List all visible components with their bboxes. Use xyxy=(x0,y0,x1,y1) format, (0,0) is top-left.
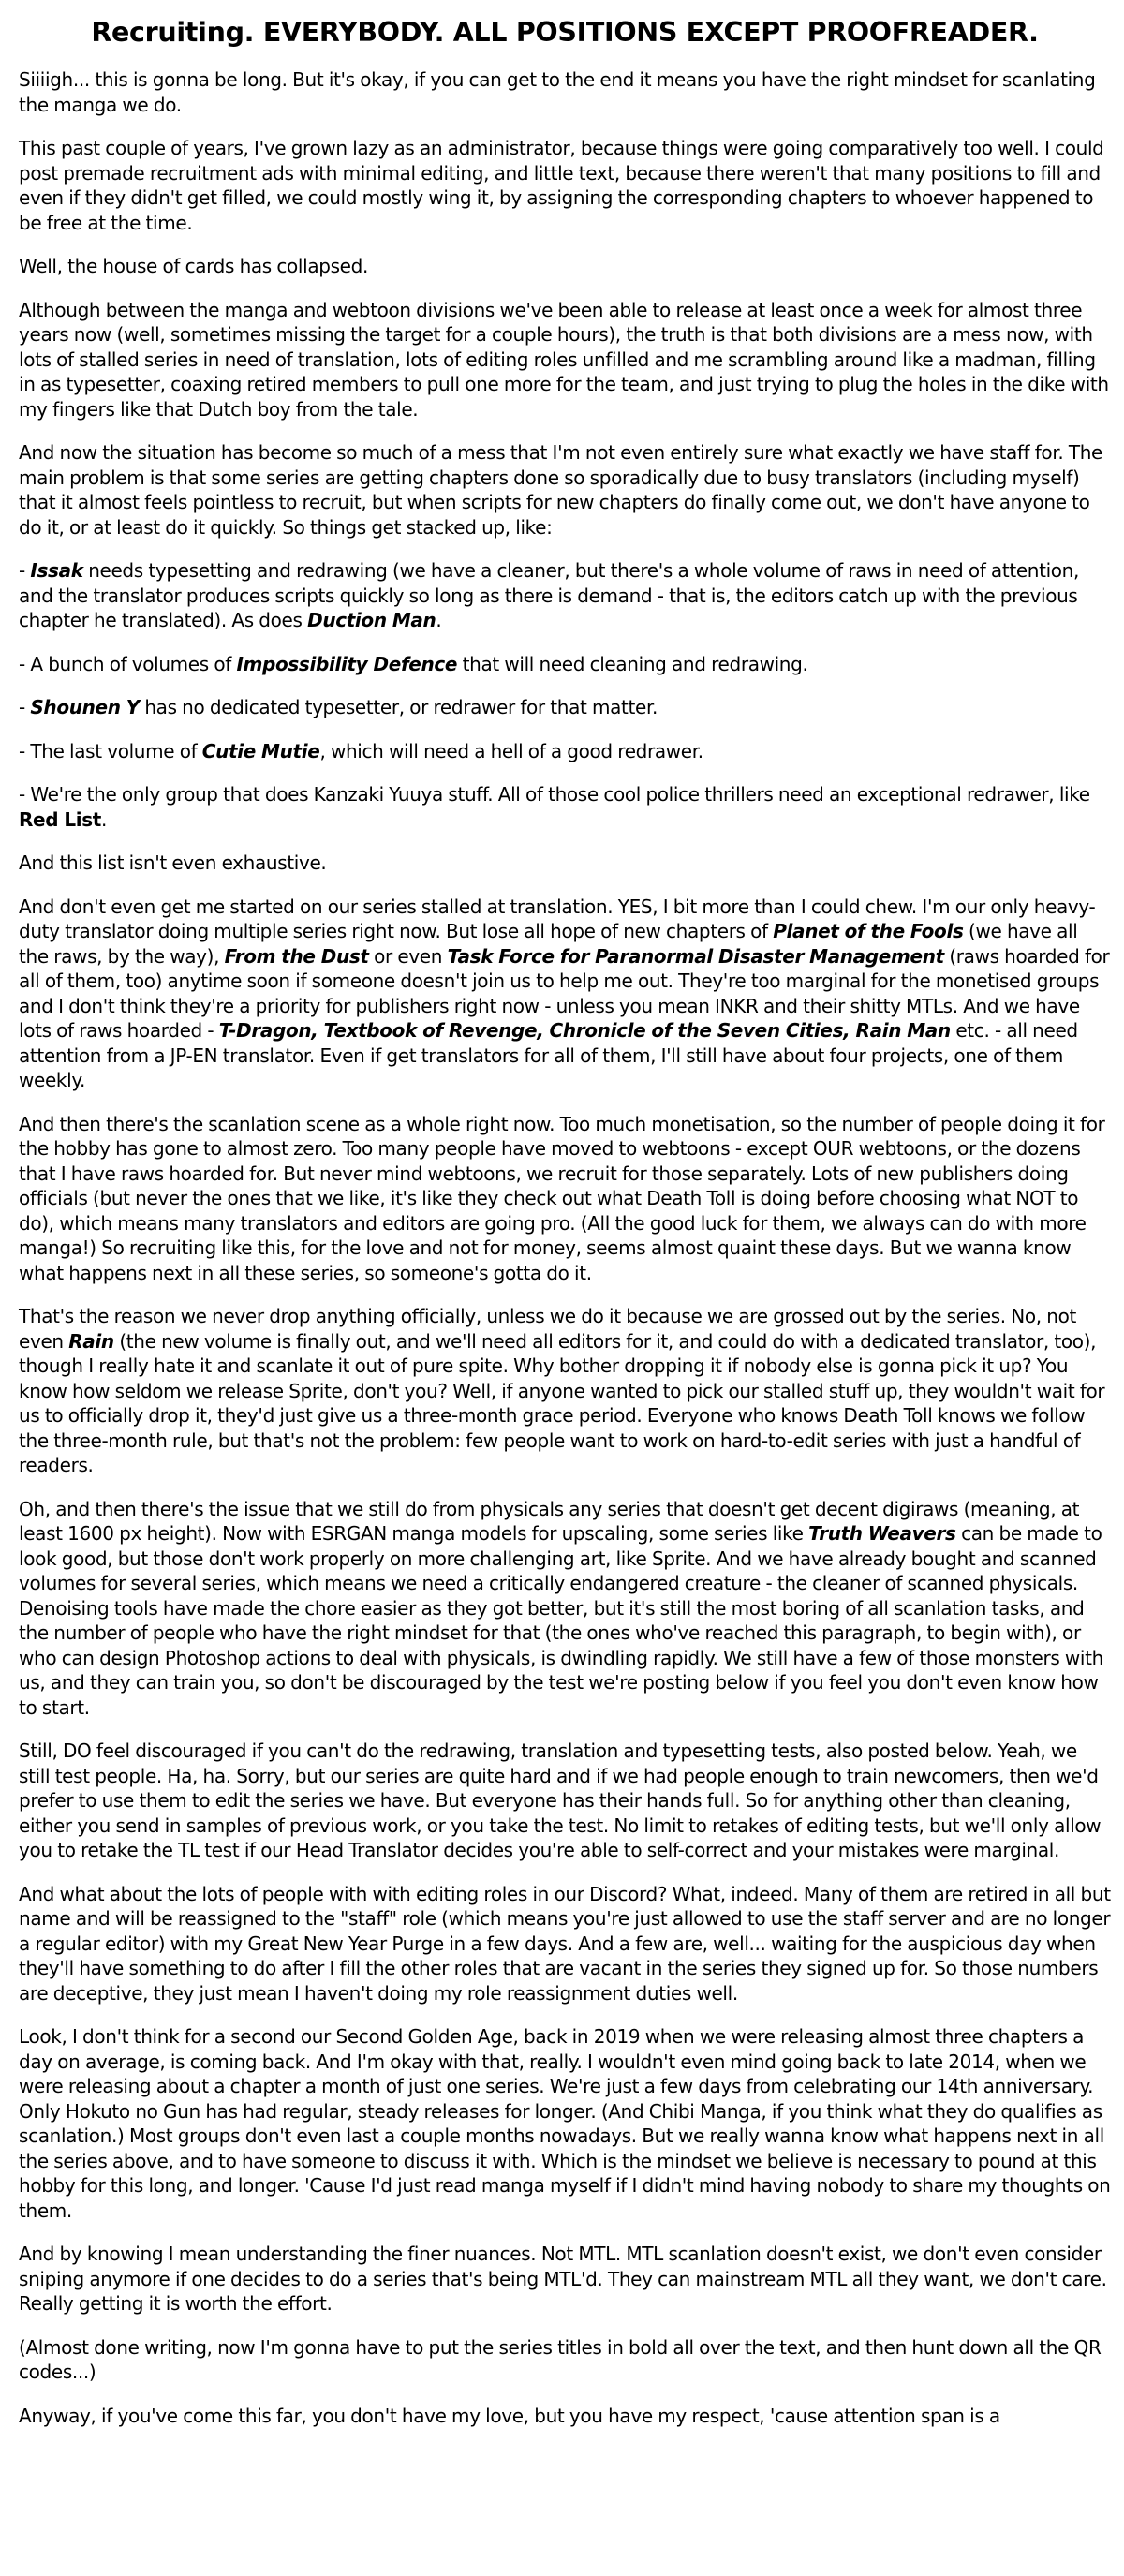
paragraph xyxy=(19,136,1111,235)
text-run: etc. - all need attention from a JP-EN translator. Even if get translators for all of them, I'll still have about four projects, one of them weekly. xyxy=(19,1019,1078,1091)
paragraph xyxy=(19,67,1111,117)
text-run: - We're the only group that does Kanzaki Yuuya stuff. All of those cool police thrillers need an exceptional redrawer, like xyxy=(19,783,1090,806)
paragraph xyxy=(19,298,1111,422)
text-run: This past couple of years, I've grown lazy as an administrator, because things were going comparatively too well. I could post premade recruitment ads with minimal editing, and little text, because there weren't that many positions to fill and even if they didn't get filled, we could mostly wing it, by assigning the corresponding chapters to whoever happened to be free at the time. xyxy=(19,137,1104,234)
series-title: Planet of the Fools xyxy=(773,920,964,942)
text-run: . xyxy=(436,609,442,631)
text-run: (raws hoarded for all of them, too) anytime soon if someone doesn't join us to help me out. They're too marginal for the monetised groups and I don't think they're a priority for publishers right now - unless you mean INKR and their shitty MTLs. And we have lots of raws hoarded - xyxy=(19,944,1110,1042)
text-run: needs typesetting and redrawing (we have a cleaner, but there's a whole volume of raws in need of attention, and the translator produces scripts quickly so long as there is demand - that is, the editors catch up with the previous chapter he translated). As does xyxy=(19,559,1080,631)
text-run: And don't even get me started on our series stalled at translation. YES, I bit more than I could chew. I'm our only heavy-duty translator doing multiple series right now. But lose all hope of new chapters of xyxy=(19,895,1096,942)
paragraph xyxy=(19,652,1111,677)
paragraph xyxy=(19,2335,1111,2385)
page-title: Recruiting. EVERYBODY. ALL POSITIONS EXCEPT PROOFREADER. xyxy=(91,17,1039,48)
series-title: Rain xyxy=(68,1329,114,1353)
paragraph xyxy=(19,2024,1111,2223)
series-title: T-Dragon, Textbook of Revenge, Chronicle of the Seven Cities, Rain Man xyxy=(218,1019,951,1042)
paragraph xyxy=(19,2404,1111,2429)
series-title: Truth Weavers xyxy=(808,1522,956,1545)
paragraph xyxy=(19,851,1111,876)
text-run: Anyway, if you've come this far, you don't have my love, but you have my respect, 'cause attention span is a xyxy=(19,2404,1000,2427)
series-title: Duction Man xyxy=(307,609,436,631)
text-run: - The last volume of xyxy=(19,739,202,762)
text-run: - xyxy=(19,696,31,718)
series-title: Task Force for Paranormal Disaster Management xyxy=(447,944,944,968)
series-title: Issak xyxy=(30,559,83,582)
text-run: (the new volume is finally out, and we'll need all editors for it, and could do with a dedicated translator, too), though I really hate it and scanlate it out of pure spite. Why bother dropping it if nobody else is gonna pick it up? You know how seldom we release Sprite, don't you? Well, if anyone wanted to pick our stalled stuff up, they wouldn't wait for us to officially drop it, they'd just give us a three-month grace period. Everyone who knows Death Toll knows we follow the three-month rule, but that's not the problem: few people want to work on hard-to-edit series with just a handful of readers. xyxy=(19,1329,1105,1476)
text-run: (Almost done writing, now I'm gonna have to put the series titles in bold all over the text, and then hunt down all the QR codes...) xyxy=(19,2335,1102,2383)
paragraph xyxy=(19,1112,1111,1286)
text-run: And by knowing I mean understanding the finer nuances. Not MTL. MTL scanlation doesn't exist, we don't even consider sniping anymore if one decides to do a series that's being MTL'd. They can mainstream MTL all they want, we don't care. Really getting it is worth the effort. xyxy=(19,2243,1107,2315)
text-run: Although between the manga and webtoon divisions we've been able to release at least once a week for almost three years now (well, sometimes missing the target for a couple hours), the truth is that both divisions are a mess now, with lots of stalled series in need of translation, lots of editing roles unfilled and me scrambling around like a madman, filling in as typesetter, coaxing retired members to pull one more for the team, and just trying to plug the holes in the dike with my fingers like that Dutch boy from the tale. xyxy=(19,298,1109,421)
text-run: Still, DO feel discouraged if you can't do the redrawing, translation and typesetting tests, also posted below. Yeah, we still test people. Ha, ha. Sorry, but our series are quite hard and if we had people enough to train newcomers, then we'd prefer to use them to edit the series we have. But everyone has their hands full. So for anything other than cleaning, either you send in samples of previous work, or you take the test. No limit to retakes of editing tests, but we'll only allow you to retake the TL test if our Head Translator decides you're able to self-correct and your mistakes were marginal. xyxy=(19,1740,1102,1861)
paragraph xyxy=(19,1739,1111,1863)
text-run: . xyxy=(101,807,108,831)
text-run: Siiiigh... this is gonna be long. But it's okay, if you can get to the end it means you have the right mindset for scanlating the manga we do. xyxy=(19,68,1096,116)
series-title: Impossibility Defence xyxy=(236,652,458,675)
text-run: can be made to look good, but those don't work properly on more challenging art, like Sprite. And we have already bought and scanned volumes for several series, which means we need a critically endangered creature - the cleaner of scanned physicals. Denoising tools have made the chore easier as they got better, but it's still the most boring of all scanlation tasks, and the number of people who have the right mindset for that (the ones who've reached this paragraph, to begin with), or who can design Photoshop actions to deal with physicals, is dwindling rapidly. We still have a few of those monsters with us, and they can train you, so don't be discouraged by the test we're posting below if you feel you don't even know how to start. xyxy=(19,1522,1103,1719)
text-run: And now the situation has become so much of a mess that I'm not even entirely sure what exactly we have staff for. The main problem is that some series are getting chapters done so sporadically due to busy translators (including myself) that it almost feels pointless to recruit, but when scripts for new chapters do finally come out, we don't have anyone to do it, or at least do it quickly. So things get stacked up, like: xyxy=(19,441,1103,539)
text-run: Oh, and then there's the issue that we still do from physicals any series that doesn't get decent digiraws (meaning, at least 1600 px height). Now with ESRGAN manga models for upscaling, some series like xyxy=(19,1497,1080,1545)
text-run: Look, I don't think for a second our Second Golden Age, back in 2019 when we were releasing almost three chapters a day on average, is coming back. And I'm okay with that, really. I wouldn't even mind going back to late 2014, when we were releasing about a chapter a month of just one series. We're just a few days from celebrating our 14th anniversary. Only Hokuto no Gun has had regular, steady releases for longer. (And Chibi Manga, if you think what they do qualifies as scanlation.) Most groups don't even last a couple months nowadays. But we really wanna know what happens next in all the series above, and to have someone to discuss it with. Which is the mindset we believe is necessary to pound at this hobby for this long, and longer. 'Cause I'd just read manga myself if I didn't mind having nobody to share my thoughts on them. xyxy=(19,2025,1111,2222)
series-title: Red List xyxy=(19,807,102,831)
text-run: , which will need a hell of a good redrawer. xyxy=(319,739,703,762)
paragraph xyxy=(19,1882,1111,2006)
series-title: Shounen Y xyxy=(30,696,140,718)
paragraph xyxy=(19,440,1111,540)
series-title: Cutie Mutie xyxy=(201,739,320,762)
text-run: - A bunch of volumes of xyxy=(19,652,237,675)
paragraph xyxy=(19,558,1111,633)
document-body xyxy=(19,67,1111,2428)
paragraph xyxy=(19,695,1111,720)
text-run: That's the reason we never drop anything officially, unless we do it because we are grossed out by the series. No, not even xyxy=(19,1305,1076,1353)
paragraph xyxy=(19,1304,1111,1478)
paragraph xyxy=(19,782,1111,832)
text-run: (we have all the raws, by the way), xyxy=(19,920,1078,968)
text-run: has no dedicated typesetter, or redrawer for that matter. xyxy=(139,696,658,718)
text-run: - xyxy=(19,559,31,582)
paragraph xyxy=(19,1497,1111,1721)
paragraph xyxy=(19,895,1111,1093)
paragraph xyxy=(19,254,1111,279)
paragraph xyxy=(19,739,1111,764)
series-title: From the Dust xyxy=(224,944,369,968)
text-run: And this list isn't even exhaustive. xyxy=(19,851,327,874)
text-run: And what about the lots of people with with editing roles in our Discord? What, indeed. Many of them are retired in all but name and will be reassigned to the "staff" role (which means you're just allowed to use the staff server and are no longer a regular editor) with my Great New Year Purge in a few days. And a few are, well... waiting for the auspicious day when they'll have something to do after I fill the other roles that are vacant in the series they signed up for. So those numbers are deceptive, they just mean I haven't doing my role reassignment duties well. xyxy=(19,1882,1111,2005)
text-run: that will need cleaning and redrawing. xyxy=(457,652,808,675)
text-run: And then there's the scanlation scene as a whole right now. Too much monetisation, so the number of people doing it for the hobby has gone to almost zero. Too many people have moved to webtoons - except OUR webtoons, or the dozens that I have raws hoarded for. But never mind webtoons, we recruit for those separately. Lots of new publishers doing officials (but never the ones that we like, it's like they check out what Death Toll is doing before choosing what NOT to do), which means many translators and editors are going pro. (All the good luck for them, we always can do with more manga!) So recruiting like this, for the love and not for money, seems almost quaint these days. But we wanna know what happens next in all these series, so someone's gotta do it. xyxy=(19,1112,1105,1284)
paragraph xyxy=(19,2242,1111,2317)
text-run: Well, the house of cards has collapsed. xyxy=(19,255,368,277)
text-run: or even xyxy=(368,944,448,968)
